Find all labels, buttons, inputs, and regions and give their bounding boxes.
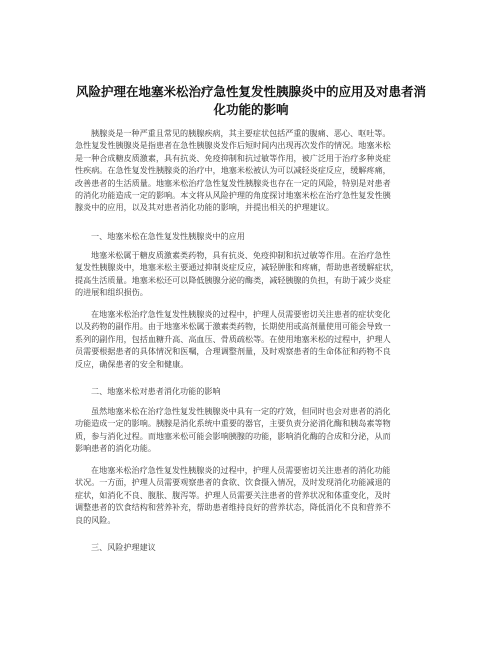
paragraph-line: 症状，如消化不良、腹胀、腹泻等。护理人员需要关注患者的营养状况和体重变化，及时 [75, 489, 391, 500]
paragraph-line: 虽然地塞米松在治疗急性复发性胰腺炎中具有一定的疗效，但同时也会对患者的消化 [91, 406, 391, 416]
paragraph-line: 复发性胰腺炎中，地塞米松主要通过抑制炎症反应，减轻肿胀和疼痛，帮助患者缓解症状， [75, 262, 399, 273]
paragraph-line: 性疾病。在急性复发性胰腺炎的治疗中，地塞米松被认为可以减轻炎症反应，缓解疼痛， [75, 165, 391, 176]
paragraph-line: 反应，确保患者的安全和健康。 [75, 358, 189, 369]
paragraph-line: 改善患者的生活质量。地塞米松治疗急性复发性胰腺炎也存在一定的风险，特别是对患者 [75, 177, 391, 188]
paragraph-line: 提高生活质量。地塞米松还可以降低胰腺分泌的酶类，减轻胰腺的负担，有助于减少炎症 [75, 274, 391, 285]
section-1-heading: 一、地塞米松在急性复发性胰腺炎中的应用 [91, 231, 245, 241]
paragraph-line: 功能造成一定的影响。胰腺是消化系统中重要的器官，主要负责分泌消化酶和胰岛素等物 [75, 418, 391, 429]
paragraph-line: 良的风险。 [75, 514, 116, 525]
paragraph-line: 调整患者的饮食结构和营养补充，帮助患者维持良好的营养状态，降低消化不良和营养不 [75, 502, 391, 513]
section-1-paragraph-2 [75, 308, 431, 370]
paragraph-line: 的消化功能造成一定的影响。本文将从风险护理的角度探讨地塞米松在治疗急性复发性胰 [75, 189, 391, 200]
section-2-paragraph-1 [75, 405, 431, 455]
paragraph-line: 质，参与消化过程。而地塞米松可能会影响胰腺的功能，影响消化酶的合成和分泌，从而 [75, 430, 391, 441]
document-title-line-1: 风险护理在地塞米松治疗急性复发性胰腺炎中的应用及对患者消 [75, 84, 426, 99]
paragraph-line: 胰腺炎是一种严重且常见的胰腺疾病，其主要症状包括严重的腹痛、恶心、呕吐等。 [91, 128, 391, 138]
section-3-heading: 三、风险护理建议 [91, 542, 156, 552]
paragraph-line: 腺炎中的应用，以及其对患者消化功能的影响，并提出相关的护理建议。 [75, 202, 335, 213]
paragraph-line: 在地塞米松治疗急性复发性胰腺炎的过程中，护理人员需要密切关注患者的消化功能 [91, 465, 391, 475]
document-title-line-2: 化功能的影响 [213, 102, 289, 117]
section-1-paragraph-1 [75, 249, 431, 299]
section-2-paragraph-2 [75, 464, 431, 526]
paragraph-line: 急性复发性胰腺炎是指患者在急性胰腺炎发作后短时间内出现再次发作的情况。地塞米松 [75, 140, 391, 151]
paragraph-line: 员需要根据患者的具体情况和医嘱，合理调整剂量，及时观察患者的生命体征和药物不良 [75, 346, 391, 357]
paragraph-line: 在地塞米松治疗急性复发性胰腺炎的过程中，护理人员需要密切关注患者的症状变化 [91, 309, 391, 319]
paragraph-line: 是一种合成糖皮质激素，具有抗炎、免疫抑制和抗过敏等作用，被广泛用于治疗多种炎症 [75, 152, 391, 163]
paragraph-line: 影响患者的消化功能。 [75, 443, 156, 454]
intro-paragraph [75, 127, 431, 214]
section-2-heading: 二、地塞米松对患者消化功能的影响 [91, 386, 221, 396]
paragraph-line: 的进展和组织损伤。 [75, 287, 148, 298]
paragraph-line: 以及药物的副作用。由于地塞米松属于激素类药物，长期使用或高剂量使用可能会导致一 [75, 321, 391, 332]
paragraph-line: 地塞米松属于糖皮质激素类药物，具有抗炎、免疫抑制和抗过敏等作用。在治疗急性 [91, 250, 391, 260]
paragraph-line: 状况。一方面，护理人员需要观察患者的食欲、饮食摄入情况，及时发现消化功能减退的 [75, 477, 391, 488]
paragraph-line: 系列的副作用，包括血糖升高、高血压、骨质疏松等。在使用地塞米松的过程中，护理人 [75, 333, 391, 344]
